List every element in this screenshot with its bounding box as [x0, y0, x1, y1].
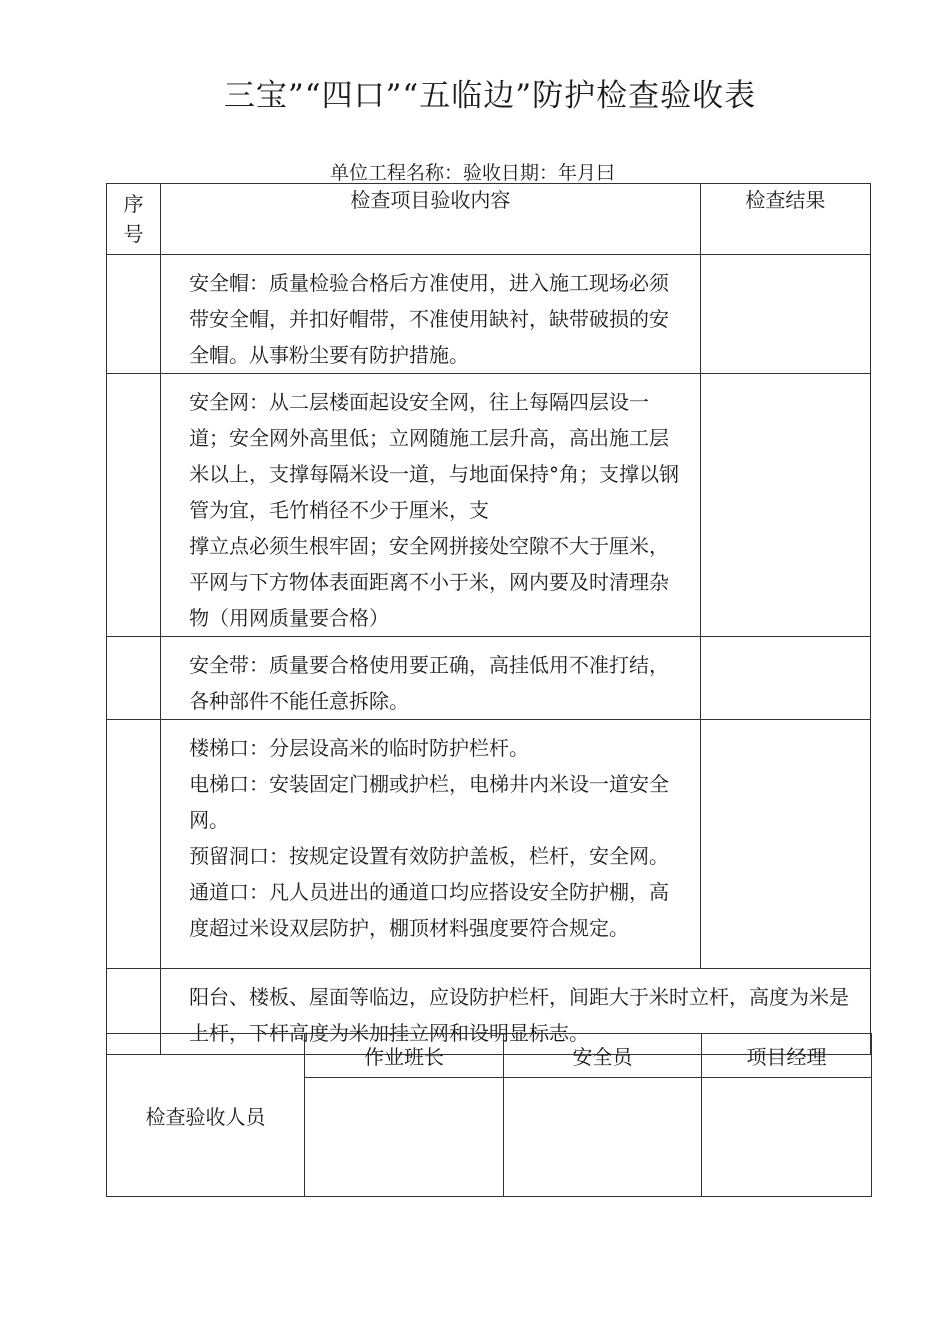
content-paragraph: 安全帽：质量检验合格后方准使用，进入施工现场必须带安全帽，并扣好帽带，不准使用缺衬，缺带破损的安全帽。从事粉尘要有防护措施。	[189, 271, 670, 367]
result-cell[interactable]	[700, 720, 870, 969]
signoff-header-row	[107, 1034, 872, 1078]
signoff-table	[106, 1033, 872, 1197]
content-paragraph: 安全网：从二层楼面起设安全网，往上每隔四层设一道；安全网外高里低；立网随施工层升高，高出施工层米以上，支撑每隔米设一道，与地面保持°角；支撑以钢管为宜，毛竹梢径不少于厘米，支	[189, 390, 680, 522]
table-row	[107, 255, 871, 374]
content-paragraph: 楼梯口：分层设高米的临时防护栏杆。	[189, 736, 530, 760]
table-row	[107, 374, 871, 637]
project-info-line: 单位工程名称：验收日期：年月曰	[330, 162, 616, 184]
content-paragraph: 电梯口：安装固定门棚或护栏，电梯井内米设一道安全网。	[189, 772, 670, 832]
role-project-manager: 项目经理	[702, 1034, 872, 1078]
serial-number-cell	[107, 637, 161, 720]
serial-number-cell	[107, 255, 161, 374]
inspection-table	[106, 183, 871, 1055]
content-cell-safety-belt	[161, 637, 701, 720]
serial-number-cell	[107, 374, 161, 637]
signature-cell-team-leader[interactable]	[305, 1078, 504, 1197]
header-serial-number: 序号	[107, 184, 161, 255]
serial-number-cell	[107, 720, 161, 969]
signoff-label: 检查验收人员	[107, 1034, 305, 1197]
header-inspection-content: 检查项目验收内容	[161, 184, 701, 255]
table-header-row	[107, 184, 871, 255]
content-paragraph: 预留洞口：按规定设置有效防护盖板，栏杆，安全网。通道口：凡人员进出的通道口均应搭设安全防护棚，高度超过米设双层防护，棚顶材料强度要符合规定。	[189, 844, 670, 940]
role-team-leader: 作业班长	[305, 1034, 504, 1078]
result-cell[interactable]	[700, 374, 870, 637]
content-paragraph: 撑立点必须生根牢固；安全网拼接处空隙不大于厘米，平网与下方物体表面距离不小于米，网内要及时清理杂物（用网质量要合格）	[189, 534, 670, 630]
result-cell[interactable]	[700, 255, 870, 374]
content-cell-safety-net	[161, 374, 701, 637]
table-row	[107, 720, 871, 969]
content-cell-safety-helmet	[161, 255, 701, 374]
content-paragraph: 阳台、楼板、屋面等临边，应设防护栏杆，间距大于米时立杆，高度为米是上杆，下杆高度为米加挂立网和设明显标志。	[189, 985, 850, 1045]
role-safety-officer: 安全员	[504, 1034, 702, 1078]
header-inspection-result: 检查结果	[700, 184, 870, 255]
content-paragraph: 安全带：质量要合格使用要正确，高挂低用不准打结，各种部件不能任意拆除。	[189, 653, 670, 713]
page-title: 三宝”“四口”“五临边”防护检查验收表	[223, 78, 757, 114]
signature-cell-project-manager[interactable]	[702, 1078, 872, 1197]
result-cell[interactable]	[700, 637, 870, 720]
content-cell-four-openings	[161, 720, 701, 969]
table-row	[107, 637, 871, 720]
signature-cell-safety-officer[interactable]	[504, 1078, 702, 1197]
